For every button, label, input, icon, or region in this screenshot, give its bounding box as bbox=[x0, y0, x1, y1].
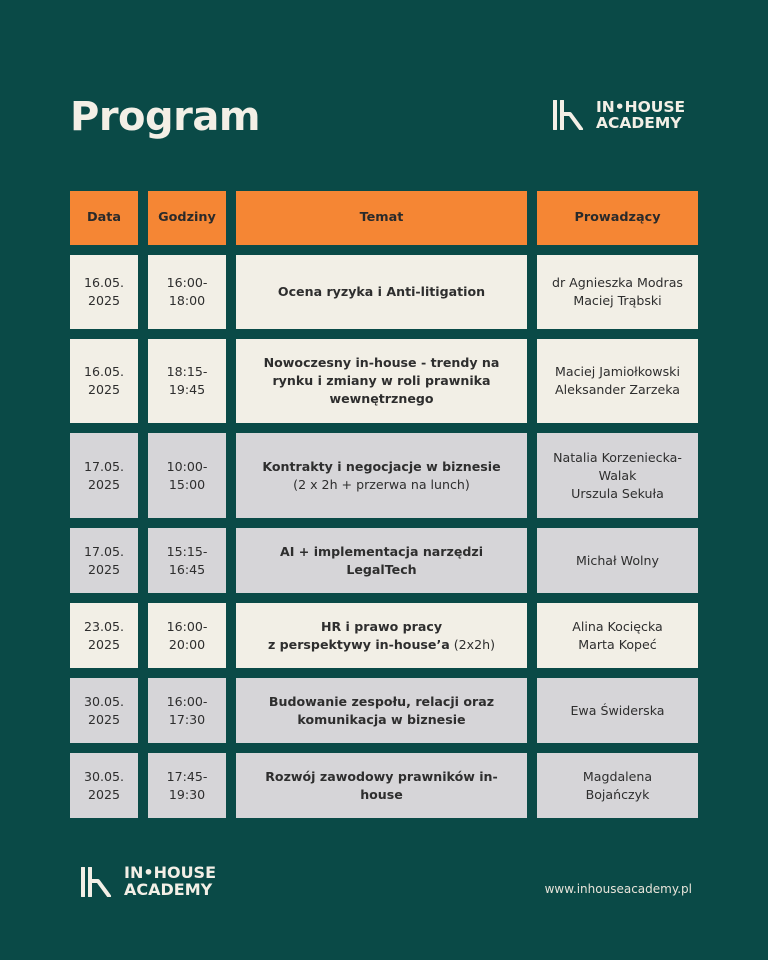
brand-logo bbox=[552, 99, 685, 132]
table-cell-topic: Kontrakty i negocjacje w biznesie (2 x 2h + przerwa na lunch) bbox=[236, 433, 527, 518]
table-cell-lead: Maciej Jamiołkowski Aleksander Zarzeka bbox=[537, 339, 698, 423]
table-cell-date: 17.05. 2025 bbox=[70, 433, 138, 518]
table-cell-lead: dr Agnieszka Modras Maciej Trąbski bbox=[537, 255, 698, 329]
column-header-lead: Prowadzący bbox=[537, 191, 698, 245]
table-cell-hours: 10:00- 15:00 bbox=[148, 433, 226, 518]
table-cell-date: 23.05. 2025 bbox=[70, 603, 138, 668]
table-cell-date: 17.05. 2025 bbox=[70, 528, 138, 593]
page-title: Program bbox=[70, 94, 261, 140]
table-cell-date: 16.05. 2025 bbox=[70, 255, 138, 329]
column-header-date: Data bbox=[70, 191, 138, 245]
footer-logo bbox=[80, 865, 216, 899]
table-cell-hours: 16:00- 20:00 bbox=[148, 603, 226, 668]
table-cell-topic: Nowoczesny in-house - trendy na rynku i zmiany w roli prawnika wewnętrznego bbox=[236, 339, 527, 423]
table-cell-lead: Natalia Korzeniecka- Walak Urszula Sekuła bbox=[537, 433, 698, 518]
logo-line-2: ACADEMY bbox=[596, 114, 682, 133]
table-cell-hours: 15:15- 16:45 bbox=[148, 528, 226, 593]
table-cell-hours: 18:15- 19:45 bbox=[148, 339, 226, 423]
logo-line-1: IN•HOUSE bbox=[596, 98, 686, 116]
logo-line-1: IN•HOUSE bbox=[124, 863, 217, 882]
website-link[interactable]: www.inhouseacademy.pl bbox=[544, 882, 692, 896]
table-cell-lead: Michał Wolny bbox=[537, 528, 698, 593]
column-header-hours: Godziny bbox=[148, 191, 226, 245]
in-house-logo-icon bbox=[80, 867, 114, 897]
table-cell-hours: 17:45- 19:30 bbox=[148, 753, 226, 818]
table-cell-lead: Magdalena Bojańczyk bbox=[537, 753, 698, 818]
table-cell-topic: Budowanie zespołu, relacji oraz komunikacja w biznesie bbox=[236, 678, 527, 743]
table-cell-topic: AI + implementacja narzędzi LegalTech bbox=[236, 528, 527, 593]
table-cell-lead: Ewa Świderska bbox=[537, 678, 698, 743]
table-cell-topic: Rozwój zawodowy prawników in-house bbox=[236, 753, 527, 818]
table-cell-topic: HR i prawo pracy z perspektywy in-house’a (2x2h) bbox=[236, 603, 527, 668]
logo-line-2: ACADEMY bbox=[124, 879, 213, 899]
table-cell-date: 16.05. 2025 bbox=[70, 339, 138, 423]
table-cell-date: 30.05. 2025 bbox=[70, 678, 138, 743]
column-header-topic: Temat bbox=[236, 191, 527, 245]
in-house-logo-icon bbox=[552, 100, 586, 130]
table-cell-hours: 16:00- 17:30 bbox=[148, 678, 226, 743]
table-cell-hours: 16:00- 18:00 bbox=[148, 255, 226, 329]
table-cell-date: 30.05. 2025 bbox=[70, 753, 138, 818]
table-cell-lead: Alina Kocięcka Marta Kopeć bbox=[537, 603, 698, 668]
table-cell-topic: Ocena ryzyka i Anti-litigation bbox=[236, 255, 527, 329]
